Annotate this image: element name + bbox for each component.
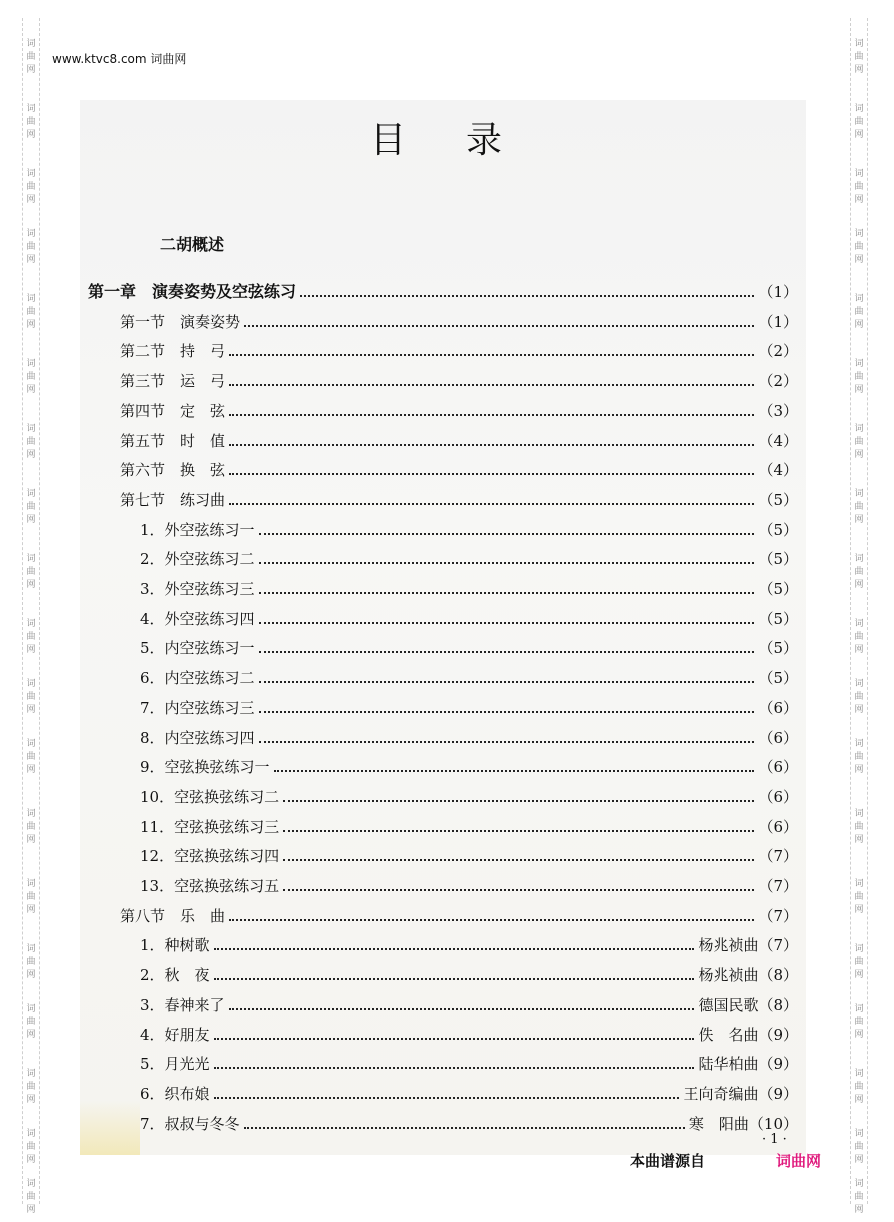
dot-leader [214, 1038, 695, 1040]
toc-entry-title: 4．好朋友 [140, 1026, 210, 1044]
watermark-char: 曲 [854, 182, 864, 192]
watermark-char: 网 [854, 705, 864, 715]
toc-entry-page: （7） [758, 847, 798, 865]
toc-entry-composer: 佚 名曲 [698, 1026, 759, 1044]
watermark-text [851, 878, 867, 917]
dot-leader [259, 711, 755, 713]
watermark-char: 词 [854, 359, 864, 369]
watermark-char: 词 [26, 169, 36, 179]
watermark-char: 词 [26, 359, 36, 369]
dot-leader [229, 444, 754, 446]
watermark-char: 曲 [854, 892, 864, 902]
toc-entry-page: （6） [758, 699, 798, 717]
watermark-char: 曲 [26, 892, 36, 902]
source-site-link[interactable]: 词曲网 [776, 1152, 822, 1170]
watermark-char: 词 [854, 1179, 864, 1189]
toc-entry[interactable] [140, 547, 798, 569]
watermark-text [851, 808, 867, 847]
toc-entry-title: 第一节 演奏姿势 [120, 313, 241, 331]
watermark-char: 曲 [26, 692, 36, 702]
watermark-char: 词 [854, 1004, 864, 1014]
toc-entry-title: 10．空弦换弦练习二 [140, 788, 280, 806]
watermark-char: 网 [26, 765, 36, 775]
watermark-char: 网 [854, 255, 864, 265]
toc-entry-page: （5） [758, 639, 798, 657]
watermark-char: 网 [26, 450, 36, 460]
watermark-char: 网 [26, 1030, 36, 1040]
watermark-text [851, 293, 867, 332]
watermark-text [23, 103, 39, 142]
toc-entry-page: （5） [758, 550, 798, 568]
watermark-char: 词 [854, 294, 864, 304]
watermark-text [23, 293, 39, 332]
toc-entry-page: （7） [758, 936, 798, 954]
toc-entry-page: （5） [758, 669, 798, 687]
watermark-char: 网 [854, 65, 864, 75]
toc-entry-page: （8） [758, 996, 798, 1014]
watermark-text [851, 678, 867, 717]
toc-entry-title: 5．月光光 [140, 1055, 210, 1073]
page-title: 目录 [370, 120, 563, 161]
watermark-text [851, 1003, 867, 1042]
watermark-char: 曲 [854, 1082, 864, 1092]
toc-entry-composer: 杨兆祯曲 [698, 966, 759, 984]
watermark-char: 网 [854, 835, 864, 845]
watermark-char: 网 [854, 645, 864, 655]
dot-leader [214, 1067, 695, 1069]
watermark-char: 词 [26, 489, 36, 499]
overview-heading: 二胡概述 [160, 235, 225, 254]
watermark-text [23, 168, 39, 207]
toc-entry[interactable] [140, 755, 798, 777]
toc-entry[interactable] [120, 488, 798, 510]
dot-leader [283, 889, 754, 891]
watermark-char: 曲 [854, 692, 864, 702]
toc-entry[interactable] [140, 666, 798, 688]
watermark-char: 曲 [26, 1082, 36, 1092]
watermark-char: 词 [26, 739, 36, 749]
watermark-text [851, 423, 867, 462]
watermark-char: 词 [26, 1069, 36, 1079]
toc-entry[interactable] [140, 1052, 798, 1074]
watermark-char: 网 [26, 970, 36, 980]
watermark-char: 词 [26, 424, 36, 434]
toc-entry[interactable] [140, 815, 798, 837]
dot-leader [244, 325, 754, 327]
watermark-char: 曲 [26, 1192, 36, 1202]
watermark-char: 曲 [854, 822, 864, 832]
dot-leader [274, 770, 755, 772]
toc-entry[interactable] [140, 726, 798, 748]
toc-entry[interactable] [120, 339, 798, 361]
left-watermark-strip [22, 18, 40, 1215]
toc-entry[interactable] [140, 844, 798, 866]
watermark-char: 网 [854, 385, 864, 395]
toc-entry-page: （1） [758, 283, 798, 301]
watermark-char: 曲 [854, 1192, 864, 1202]
watermark-text [851, 358, 867, 397]
watermark-char: 网 [854, 1030, 864, 1040]
watermark-char: 曲 [854, 242, 864, 252]
watermark-text [851, 1128, 867, 1167]
toc-entry-title: 7．叔叔与冬冬 [140, 1115, 240, 1133]
watermark-char: 曲 [854, 307, 864, 317]
watermark-char: 词 [26, 679, 36, 689]
watermark-char: 词 [854, 1069, 864, 1079]
toc-entry-title: 9．空弦换弦练习一 [140, 758, 270, 776]
watermark-char: 词 [26, 1129, 36, 1139]
toc-entry-title: 11．空弦换弦练习三 [140, 818, 280, 836]
watermark-char: 曲 [26, 372, 36, 382]
toc-entry-page: （6） [758, 729, 798, 747]
watermark-char: 曲 [26, 752, 36, 762]
watermark-char: 词 [854, 944, 864, 954]
toc-entry-title: 1．种树歌 [140, 936, 210, 954]
watermark-char: 网 [26, 255, 36, 265]
watermark-char: 曲 [854, 752, 864, 762]
dot-leader [214, 948, 695, 950]
watermark-char: 词 [854, 104, 864, 114]
watermark-char: 曲 [26, 822, 36, 832]
watermark-text [23, 488, 39, 527]
dot-leader [229, 473, 754, 475]
watermark-char: 曲 [854, 52, 864, 62]
toc-entry-title: 第四节 定 弦 [120, 402, 226, 420]
watermark-char: 曲 [26, 437, 36, 447]
watermark-text [851, 1068, 867, 1107]
watermark-text [851, 1178, 867, 1217]
watermark-char: 网 [854, 320, 864, 330]
watermark-char: 网 [26, 515, 36, 525]
dot-leader [229, 354, 754, 356]
watermark-char: 网 [26, 835, 36, 845]
dot-leader [259, 741, 755, 743]
watermark-char: 网 [26, 1205, 36, 1215]
watermark-char: 曲 [854, 502, 864, 512]
watermark-text [23, 423, 39, 462]
toc-entry[interactable] [140, 874, 798, 896]
toc-entry-page: （10） [748, 1115, 798, 1133]
toc-entry[interactable] [140, 1023, 798, 1045]
watermark-char: 词 [854, 229, 864, 239]
watermark-char: 词 [854, 809, 864, 819]
watermark-char: 网 [854, 1155, 864, 1165]
dot-leader [300, 295, 754, 297]
toc-entry[interactable] [140, 1112, 798, 1134]
watermark-text [23, 738, 39, 777]
watermark-text [851, 553, 867, 592]
toc-entry-page: （6） [758, 788, 798, 806]
toc-entry[interactable] [120, 458, 798, 480]
toc-entry-composer: 寒 阳曲 [688, 1115, 749, 1133]
watermark-char: 词 [26, 104, 36, 114]
toc-entry[interactable] [140, 933, 798, 955]
watermark-char: 网 [854, 765, 864, 775]
toc-entry[interactable] [140, 963, 798, 985]
watermark-char: 网 [26, 320, 36, 330]
watermark-char: 词 [26, 944, 36, 954]
watermark-text [23, 228, 39, 267]
watermark-char: 词 [854, 739, 864, 749]
toc-entry-title: 第三节 运 弓 [120, 372, 226, 390]
toc-entry-composer: 杨兆祯曲 [698, 936, 759, 954]
dot-leader [229, 503, 754, 505]
dot-leader [244, 1127, 685, 1129]
watermark-char: 词 [854, 879, 864, 889]
watermark-char: 曲 [26, 502, 36, 512]
toc-entry-page: （6） [758, 758, 798, 776]
watermark-text [23, 1068, 39, 1107]
watermark-char: 曲 [26, 307, 36, 317]
toc-entry-title: 第一章 演奏姿势及空弦练习 [88, 282, 297, 301]
toc-entry-page: （4） [758, 461, 798, 479]
watermark-char: 网 [854, 450, 864, 460]
toc-entry-page: （2） [758, 372, 798, 390]
toc-entry-page: （5） [758, 521, 798, 539]
watermark-text [851, 228, 867, 267]
watermark-char: 词 [854, 489, 864, 499]
watermark-char: 曲 [854, 957, 864, 967]
toc-entry-title: 8．内空弦练习四 [140, 729, 255, 747]
watermark-char: 曲 [854, 1142, 864, 1152]
watermark-char: 网 [26, 195, 36, 205]
watermark-char: 词 [854, 1129, 864, 1139]
toc-entry-composer: 王向奇编曲 [683, 1085, 759, 1103]
toc-entry[interactable] [140, 1082, 798, 1104]
toc-entry-title: 4．外空弦练习四 [140, 610, 255, 628]
toc-entry-title: 6．织布娘 [140, 1085, 210, 1103]
dot-leader [283, 830, 754, 832]
toc-entry-page: （2） [758, 342, 798, 360]
watermark-char: 曲 [26, 52, 36, 62]
dot-leader [283, 800, 754, 802]
watermark-char: 词 [26, 229, 36, 239]
toc-entry-title: 第二节 持 弓 [120, 342, 226, 360]
dot-leader [259, 533, 755, 535]
watermark-char: 词 [26, 39, 36, 49]
watermark-char: 曲 [26, 957, 36, 967]
watermark-char: 词 [26, 294, 36, 304]
watermark-char: 曲 [26, 182, 36, 192]
toc-entry-title: 5．内空弦练习一 [140, 639, 255, 657]
watermark-char: 网 [26, 1095, 36, 1105]
watermark-char: 曲 [26, 1142, 36, 1152]
dot-leader [214, 978, 695, 980]
watermark-text [23, 678, 39, 717]
watermark-text [23, 1003, 39, 1042]
right-watermark-strip [850, 18, 868, 1215]
watermark-char: 曲 [854, 437, 864, 447]
watermark-char: 曲 [854, 1017, 864, 1027]
watermark-char: 词 [854, 619, 864, 629]
toc-entry[interactable] [120, 310, 798, 332]
watermark-char: 词 [26, 554, 36, 564]
watermark-char: 词 [26, 809, 36, 819]
dot-leader [259, 651, 755, 653]
toc-entry[interactable] [140, 636, 798, 658]
toc-entry[interactable] [140, 518, 798, 540]
toc-entry-title: 7．内空弦练习三 [140, 699, 255, 717]
toc-entry-composer: 陆华柏曲 [698, 1055, 759, 1073]
watermark-text [23, 1128, 39, 1167]
watermark-char: 词 [26, 1004, 36, 1014]
toc-entry-page: （7） [758, 907, 798, 925]
watermark-char: 网 [26, 705, 36, 715]
watermark-text [851, 943, 867, 982]
watermark-text [851, 103, 867, 142]
toc-entry-title: 第八节 乐 曲 [120, 907, 226, 925]
watermark-char: 词 [26, 1179, 36, 1189]
dot-leader [283, 859, 754, 861]
watermark-char: 词 [854, 424, 864, 434]
watermark-text [23, 358, 39, 397]
watermark-char: 词 [854, 39, 864, 49]
dot-leader [214, 1097, 680, 1099]
page-number: · 1 · [762, 1132, 787, 1147]
watermark-char: 网 [854, 195, 864, 205]
watermark-char: 词 [854, 169, 864, 179]
watermark-char: 网 [854, 515, 864, 525]
toc-entry[interactable] [140, 577, 798, 599]
toc-entry-title: 12．空弦换弦练习四 [140, 847, 280, 865]
dot-leader [229, 919, 754, 921]
watermark-text [851, 168, 867, 207]
watermark-text [851, 488, 867, 527]
toc-entry[interactable] [120, 369, 798, 391]
watermark-char: 曲 [854, 117, 864, 127]
toc-entry[interactable] [120, 904, 798, 926]
watermark-char: 词 [854, 554, 864, 564]
dot-leader [259, 681, 755, 683]
dot-leader [259, 622, 755, 624]
toc-entry-title: 13．空弦换弦练习五 [140, 877, 280, 895]
watermark-text [23, 553, 39, 592]
watermark-char: 网 [26, 580, 36, 590]
toc-entry[interactable] [120, 399, 798, 421]
watermark-char: 词 [26, 879, 36, 889]
toc-entry[interactable] [140, 785, 798, 807]
watermark-char: 网 [854, 580, 864, 590]
watermark-text [23, 38, 39, 77]
watermark-char: 曲 [26, 567, 36, 577]
source-label: 本曲谱源自 [630, 1152, 706, 1170]
watermark-char: 网 [26, 130, 36, 140]
watermark-char: 网 [26, 645, 36, 655]
dot-leader [229, 1008, 695, 1010]
watermark-char: 曲 [26, 117, 36, 127]
toc-entry-page: （9） [758, 1026, 798, 1044]
toc-entry-page: （8） [758, 966, 798, 984]
watermark-char: 词 [854, 679, 864, 689]
toc-entry-page: （9） [758, 1085, 798, 1103]
watermark-char: 网 [26, 385, 36, 395]
toc-entry-title: 2．外空弦练习二 [140, 550, 255, 568]
dot-leader [229, 414, 754, 416]
dot-leader [259, 562, 755, 564]
site-url[interactable]: www.ktvc8.com 词曲网 [52, 52, 187, 66]
toc-entry[interactable] [120, 429, 798, 451]
watermark-char: 网 [854, 1095, 864, 1105]
toc-entry-page: （6） [758, 818, 798, 836]
watermark-char: 网 [854, 905, 864, 915]
watermark-char: 网 [26, 905, 36, 915]
toc-entry[interactable] [140, 993, 798, 1015]
watermark-char: 曲 [854, 632, 864, 642]
watermark-char: 网 [854, 1205, 864, 1215]
watermark-char: 曲 [26, 632, 36, 642]
watermark-text [23, 808, 39, 847]
dot-leader [229, 384, 754, 386]
watermark-char: 曲 [26, 242, 36, 252]
watermark-text [23, 1178, 39, 1217]
toc-entry[interactable] [140, 696, 798, 718]
toc-entry-title: 1．外空弦练习一 [140, 521, 255, 539]
toc-entry-title: 第五节 时 值 [120, 432, 226, 450]
toc-entry-page: （1） [758, 313, 798, 331]
toc-entry-title: 3．外空弦练习三 [140, 580, 255, 598]
watermark-char: 网 [854, 130, 864, 140]
watermark-char: 曲 [854, 372, 864, 382]
toc-entry-page: （9） [758, 1055, 798, 1073]
watermark-text [851, 38, 867, 77]
watermark-char: 词 [26, 619, 36, 629]
watermark-char: 网 [854, 970, 864, 980]
watermark-text [23, 618, 39, 657]
toc-entry-page: （7） [758, 877, 798, 895]
watermark-char: 曲 [854, 567, 864, 577]
watermark-text [851, 738, 867, 777]
toc-entry-title: 第六节 换 弦 [120, 461, 226, 479]
toc-entry[interactable] [88, 280, 798, 302]
dot-leader [259, 592, 755, 594]
watermark-char: 网 [26, 1155, 36, 1165]
watermark-text [23, 878, 39, 917]
toc-entry[interactable] [140, 607, 798, 629]
toc-entry-title: 3．春神来了 [140, 996, 225, 1014]
toc-entry-title: 第七节 练习曲 [120, 491, 226, 509]
watermark-text [23, 943, 39, 982]
watermark-text [851, 618, 867, 657]
scan-stain [80, 1100, 140, 1155]
toc-entry-composer: 德国民歌 [698, 996, 759, 1014]
toc-entry-page: （5） [758, 580, 798, 598]
toc-entry-title: 6．内空弦练习二 [140, 669, 255, 687]
toc-entry-page: （4） [758, 432, 798, 450]
watermark-char: 曲 [26, 1017, 36, 1027]
watermark-char: 网 [26, 65, 36, 75]
toc-entry-page: （3） [758, 402, 798, 420]
toc-entry-title: 2．秋 夜 [140, 966, 210, 984]
toc-entry-page: （5） [758, 491, 798, 509]
toc-entry-page: （5） [758, 610, 798, 628]
